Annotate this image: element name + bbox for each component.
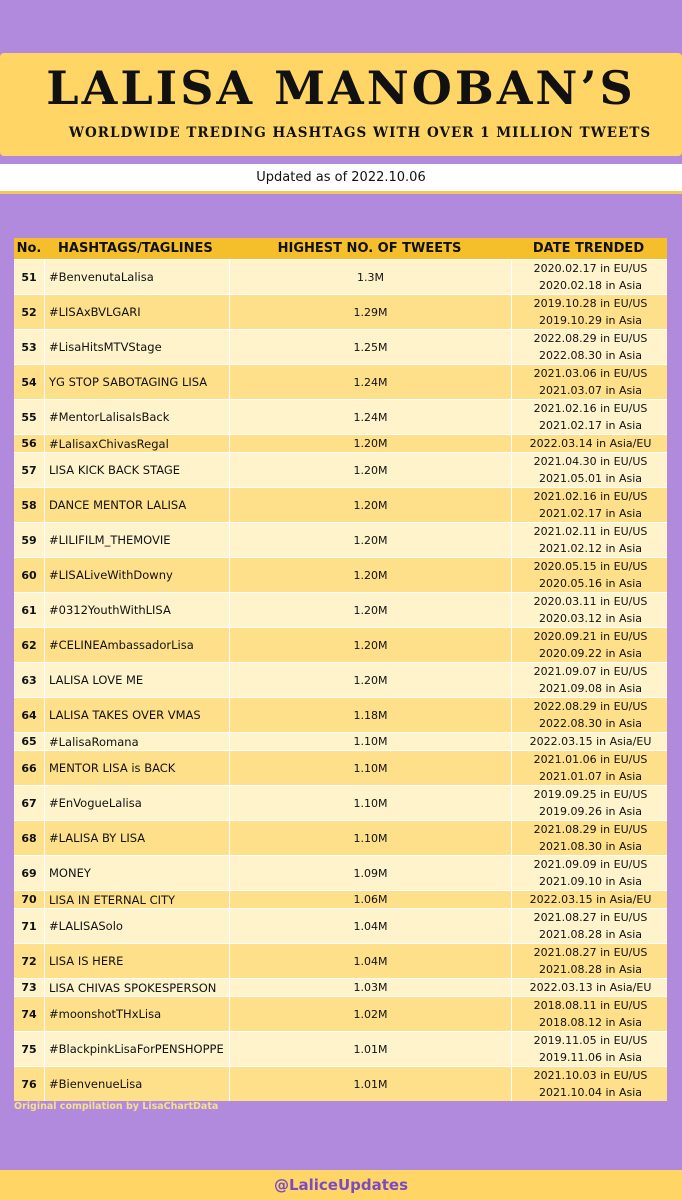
table-row — [14, 487, 667, 522]
row-number: 72 — [21, 954, 37, 968]
row-number: 54 — [21, 375, 37, 389]
row-date-line: 2021.09.10 in Asia — [538, 875, 643, 888]
row-hashtag: #MentorLalisaIsBack — [44, 400, 229, 434]
row-tweet-count: 1.10M — [229, 786, 511, 820]
table-row — [14, 943, 667, 978]
row-date-line: 2021.08.27 in EU/US — [533, 911, 648, 924]
updated-date-bar: Updated as of 2022.10.06 — [0, 164, 682, 194]
row-tweet-count: 1.25M — [229, 330, 511, 364]
row-number: 61 — [21, 603, 37, 617]
row-date-line: 2021.03.06 in EU/US — [533, 367, 648, 380]
row-tweet-count: 1.20M — [229, 663, 511, 697]
row-tweet-count: 1.18M — [229, 698, 511, 732]
table-row — [14, 294, 667, 329]
row-hashtag: #BlackpinkLisaForPENSHOPPE — [44, 1032, 229, 1066]
row-number: 56 — [21, 437, 37, 450]
table-row — [14, 329, 667, 364]
row-dates — [511, 786, 669, 820]
row-date-line: 2021.02.16 in EU/US — [533, 490, 648, 503]
table-row — [14, 855, 667, 890]
row-date-line: 2022.03.15 in Asia/EU — [529, 893, 652, 906]
page-title: LALISA MANOBAN’S — [46, 61, 636, 115]
row-hashtag: MENTOR LISA is BACK — [44, 751, 229, 785]
row-hashtag: #CELINEAmbassadorLisa — [44, 628, 229, 662]
row-dates — [511, 435, 669, 452]
row-date-line: 2022.08.29 in EU/US — [533, 332, 648, 345]
row-tweet-count: 1.20M — [229, 523, 511, 557]
table-row — [14, 978, 667, 996]
table-body — [14, 259, 667, 1101]
table-row — [14, 399, 667, 434]
row-tweet-count: 1.04M — [229, 944, 511, 978]
table-row — [14, 697, 667, 732]
table-row — [14, 732, 667, 750]
row-number: 58 — [21, 498, 37, 512]
row-hashtag: MONEY — [44, 856, 229, 890]
row-date-line: 2019.10.28 in EU/US — [533, 297, 648, 310]
row-hashtag: #BenvenutaLalisa — [44, 260, 229, 294]
row-date-line: 2022.08.29 in EU/US — [533, 700, 648, 713]
row-hashtag: #EnVogueLalisa — [44, 786, 229, 820]
row-tweet-count: 1.10M — [229, 733, 511, 750]
row-number: 63 — [21, 673, 37, 687]
row-date-line: 2021.03.07 in Asia — [538, 384, 643, 397]
row-hashtag: LALISA LOVE ME — [44, 663, 229, 697]
row-dates — [511, 698, 669, 732]
row-date-line: 2020.05.16 in Asia — [538, 577, 643, 590]
row-date-line: 2021.08.28 in Asia — [538, 963, 643, 976]
row-dates — [511, 997, 669, 1031]
row-number: 73 — [21, 981, 37, 994]
row-date-line: 2021.09.08 in Asia — [538, 682, 643, 695]
table-header — [14, 238, 667, 259]
row-dates — [511, 295, 669, 329]
header-no: No. — [16, 241, 42, 256]
row-hashtag: #LALISASolo — [44, 909, 229, 943]
row-tweet-count: 1.3M — [229, 260, 511, 294]
row-date-line: 2021.01.06 in EU/US — [533, 753, 648, 766]
row-dates — [511, 891, 669, 908]
row-dates — [511, 733, 669, 750]
row-number: 55 — [21, 410, 37, 424]
row-tweet-count: 1.10M — [229, 821, 511, 855]
row-date-line: 2021.02.17 in Asia — [538, 507, 643, 520]
row-dates — [511, 523, 669, 557]
row-date-line: 2019.09.25 in EU/US — [533, 788, 648, 801]
row-date-line: 2022.03.13 in Asia/EU — [529, 981, 652, 994]
row-hashtag: LISA KICK BACK STAGE — [44, 453, 229, 487]
row-number: 59 — [21, 533, 37, 547]
row-date-line: 2019.09.26 in Asia — [538, 805, 643, 818]
row-date-line: 2021.09.09 in EU/US — [533, 858, 648, 871]
row-date-line: 2021.05.01 in Asia — [538, 472, 643, 485]
row-date-line: 2018.08.11 in EU/US — [533, 999, 648, 1012]
row-date-line: 2022.08.30 in Asia — [538, 717, 643, 730]
row-date-line: 2021.02.11 in EU/US — [533, 525, 648, 538]
row-number: 65 — [21, 735, 37, 748]
row-date-line: 2020.03.12 in Asia — [538, 612, 643, 625]
table-row — [14, 890, 667, 908]
row-hashtag: #0312YouthWithLISA — [44, 593, 229, 627]
row-number: 70 — [21, 893, 37, 906]
row-number: 51 — [21, 270, 37, 284]
row-date-line: 2021.04.30 in EU/US — [533, 455, 648, 468]
row-dates — [511, 751, 669, 785]
table-row — [14, 662, 667, 697]
row-hashtag: #LalisaRomana — [44, 733, 229, 750]
row-dates — [511, 944, 669, 978]
row-tweet-count: 1.20M — [229, 628, 511, 662]
row-dates — [511, 821, 669, 855]
footer-handle: @LaliceUpdates — [0, 1170, 682, 1200]
row-dates — [511, 1032, 669, 1066]
row-dates — [511, 330, 669, 364]
credit-text: Original compilation by LisaChartData — [14, 1101, 219, 1112]
row-dates — [511, 260, 669, 294]
table-row — [14, 364, 667, 399]
title-banner — [0, 53, 682, 156]
row-tweet-count: 1.09M — [229, 856, 511, 890]
row-number: 68 — [21, 831, 37, 845]
table-row — [14, 1031, 667, 1066]
table-row — [14, 996, 667, 1031]
row-date-line: 2019.11.05 in EU/US — [533, 1034, 648, 1047]
header-tweets: HIGHEST NO. OF TWEETS — [277, 241, 462, 256]
row-hashtag: YG STOP SABOTAGING LISA — [44, 365, 229, 399]
row-dates — [511, 663, 669, 697]
row-date-line: 2020.09.22 in Asia — [538, 647, 643, 660]
row-dates — [511, 856, 669, 890]
row-date-line: 2018.08.12 in Asia — [538, 1016, 643, 1029]
row-tweet-count: 1.24M — [229, 365, 511, 399]
row-date-line: 2020.02.18 in Asia — [538, 279, 643, 292]
table-row — [14, 908, 667, 943]
row-number: 69 — [21, 866, 37, 880]
row-date-line: 2019.10.29 in Asia — [538, 314, 643, 327]
row-hashtag: #LISAxBVLGARI — [44, 295, 229, 329]
row-date-line: 2019.11.06 in Asia — [538, 1051, 643, 1064]
row-number: 53 — [21, 340, 37, 354]
page-subtitle: WORLDWIDE TREDING HASHTAGS WITH OVER 1 MILLION TWEETS — [68, 125, 652, 141]
row-dates — [511, 488, 669, 522]
row-tweet-count: 1.01M — [229, 1032, 511, 1066]
row-hashtag: #LalisaxChivasRegal — [44, 435, 229, 452]
row-date-line: 2021.02.12 in Asia — [538, 542, 643, 555]
row-dates — [511, 365, 669, 399]
row-number: 52 — [21, 305, 37, 319]
row-date-line: 2021.02.17 in Asia — [538, 419, 643, 432]
row-tweet-count: 1.24M — [229, 400, 511, 434]
row-date-line: 2021.08.29 in EU/US — [533, 823, 648, 836]
row-hashtag: #LisaHitsMTVStage — [44, 330, 229, 364]
row-number: 66 — [21, 761, 37, 775]
table-row — [14, 522, 667, 557]
table-row — [14, 1066, 667, 1101]
row-number: 64 — [21, 708, 37, 722]
row-tweet-count: 1.20M — [229, 558, 511, 592]
row-hashtag: LISA IN ETERNAL CITY — [44, 891, 229, 908]
row-tweet-count: 1.06M — [229, 891, 511, 908]
row-dates — [511, 628, 669, 662]
row-number: 60 — [21, 568, 37, 582]
row-date-line: 2022.03.15 in Asia/EU — [529, 735, 652, 748]
row-date-line: 2020.02.17 in EU/US — [533, 262, 648, 275]
row-dates — [511, 979, 669, 996]
row-tweet-count: 1.02M — [229, 997, 511, 1031]
row-dates — [511, 1067, 669, 1101]
row-date-line: 2020.05.15 in EU/US — [533, 560, 648, 573]
row-dates — [511, 453, 669, 487]
row-tweet-count: 1.10M — [229, 751, 511, 785]
hashtag-table — [14, 238, 667, 1101]
row-hashtag: #LISALiveWithDowny — [44, 558, 229, 592]
row-date-line: 2021.10.03 in EU/US — [533, 1069, 648, 1082]
row-number: 76 — [21, 1077, 37, 1091]
table-row — [14, 452, 667, 487]
row-date-line: 2021.08.28 in Asia — [538, 928, 643, 941]
row-hashtag: #BienvenueLisa — [44, 1067, 229, 1101]
row-dates — [511, 558, 669, 592]
row-dates — [511, 909, 669, 943]
row-tweet-count: 1.01M — [229, 1067, 511, 1101]
row-date-line: 2021.09.07 in EU/US — [533, 665, 648, 678]
row-dates — [511, 400, 669, 434]
table-row — [14, 785, 667, 820]
table-row — [14, 592, 667, 627]
row-tweet-count: 1.20M — [229, 435, 511, 452]
row-number: 74 — [21, 1007, 37, 1021]
row-tweet-count: 1.04M — [229, 909, 511, 943]
row-hashtag: #LALISA BY LISA — [44, 821, 229, 855]
row-date-line: 2020.09.21 in EU/US — [533, 630, 648, 643]
row-tweet-count: 1.20M — [229, 453, 511, 487]
row-date-line: 2022.03.14 in Asia/EU — [529, 437, 652, 450]
row-hashtag: #LILIFILM_THEMOVIE — [44, 523, 229, 557]
row-date-line: 2020.03.11 in EU/US — [533, 595, 648, 608]
row-number: 57 — [21, 463, 37, 477]
row-number: 75 — [21, 1042, 37, 1056]
table-row — [14, 259, 667, 294]
row-number: 71 — [21, 919, 37, 933]
row-hashtag: LISA CHIVAS SPOKESPERSON — [44, 979, 229, 996]
row-date-line: 2021.10.04 in Asia — [538, 1086, 643, 1099]
row-tweet-count: 1.03M — [229, 979, 511, 996]
header-hashtags: HASHTAGS/TAGLINES — [58, 241, 213, 256]
row-hashtag: LALISA TAKES OVER VMAS — [44, 698, 229, 732]
row-tweet-count: 1.20M — [229, 593, 511, 627]
row-tweet-count: 1.29M — [229, 295, 511, 329]
table-row — [14, 627, 667, 662]
table-row — [14, 820, 667, 855]
row-hashtag: LISA IS HERE — [44, 944, 229, 978]
row-date-line: 2022.08.30 in Asia — [538, 349, 643, 362]
row-hashtag: #moonshotTHxLisa — [44, 997, 229, 1031]
header-date: DATE TRENDED — [532, 241, 645, 256]
table-row — [14, 557, 667, 592]
row-number: 67 — [21, 796, 37, 810]
row-number: 62 — [21, 638, 37, 652]
table-row — [14, 750, 667, 785]
row-date-line: 2021.02.16 in EU/US — [533, 402, 648, 415]
row-date-line: 2021.08.30 in Asia — [538, 840, 643, 853]
row-date-line: 2021.08.27 in EU/US — [533, 946, 648, 959]
row-hashtag: DANCE MENTOR LALISA — [44, 488, 229, 522]
table-row — [14, 434, 667, 452]
row-dates — [511, 593, 669, 627]
row-tweet-count: 1.20M — [229, 488, 511, 522]
row-date-line: 2021.01.07 in Asia — [538, 770, 643, 783]
